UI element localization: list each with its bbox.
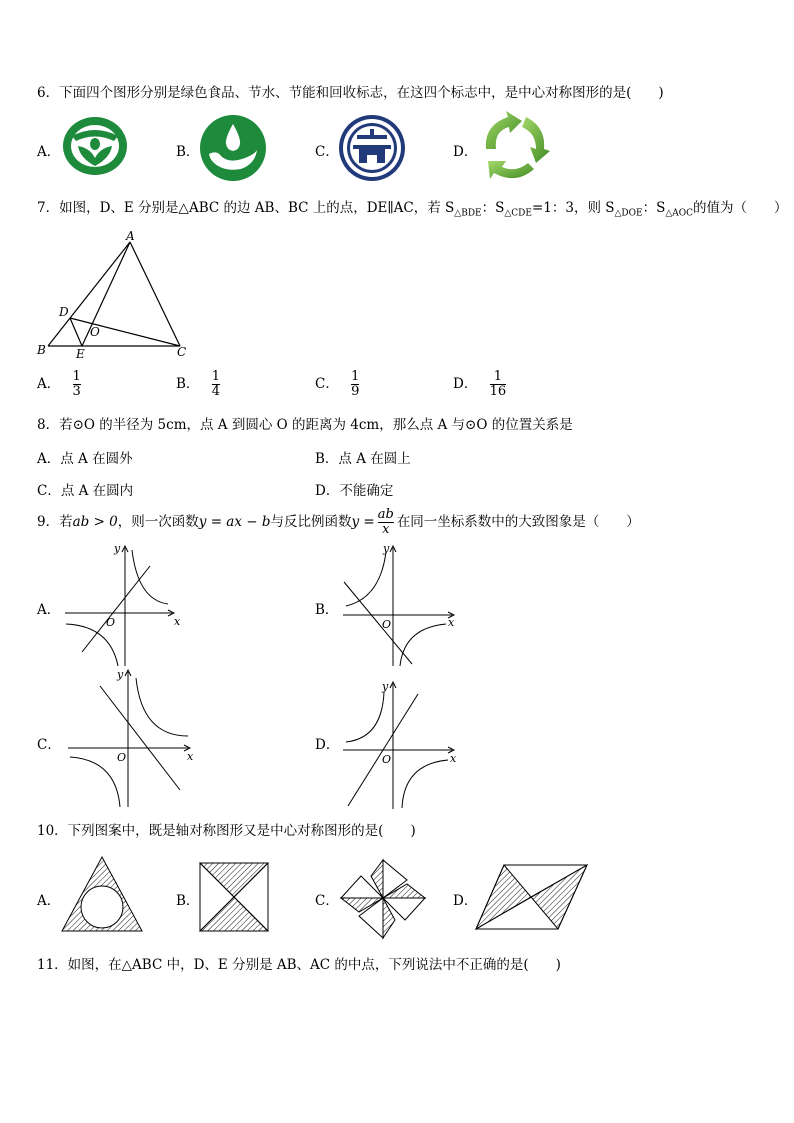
q7-b-den: 4 [211, 384, 220, 399]
q7-sub-doe: △DOE [614, 208, 643, 219]
origin-label: O [382, 618, 392, 631]
question-10-stem: 10．下列图案中，既是轴对称图形又是中心对称图形的是( ) [37, 823, 416, 839]
recycle-logo-icon [476, 109, 554, 185]
q9-option-d-label: D． [315, 737, 340, 753]
q7-option-a [37, 370, 81, 399]
q9-graph-c [60, 664, 200, 809]
q7-option-b [176, 370, 220, 399]
q7-sub-cde: △CDE [504, 208, 532, 219]
q9-linear-function: y = ax − b [198, 514, 271, 530]
question-6-stem: 6．下面四个图形分别是绿色食品、节水、节能和回收标志，在这四个标志中，是中心对称图形的是( ) [37, 85, 664, 101]
q7-text-b: 的值为（ ） [693, 200, 788, 216]
label-c: C [177, 345, 187, 359]
q7-text-a: 7．如图，D、E 分别是△ABC 的边 AB、BC 上的点，DE∥AC，若 S [37, 200, 455, 216]
q10-option-c-label: C． [315, 893, 339, 909]
q7-triangle-figure [32, 228, 197, 363]
q9-text-d: 在同一坐标系数中的大致图象是（ ） [396, 514, 640, 530]
q9-inverse-lhs: y = [351, 514, 375, 530]
q9-graph-b [338, 540, 463, 668]
origin-label: O [117, 751, 127, 764]
axis-x-label: x [450, 752, 457, 765]
q10-square-pattern [198, 861, 270, 933]
q7-option-a-label: A． [37, 376, 61, 392]
q8-option-c: C．点 A 在圆内 [37, 483, 134, 499]
q8-option-d: D．不能确定 [315, 483, 394, 499]
q7-c-num: 1 [351, 369, 360, 384]
axis-y-label: y [383, 542, 390, 555]
q7-option-c [315, 370, 359, 399]
q7-c-den: 9 [351, 384, 360, 399]
q10-parallelogram-pattern [474, 862, 590, 932]
q9-graph-a [60, 540, 185, 668]
label-o: O [90, 325, 100, 339]
q9-graph-d [338, 676, 463, 811]
q10-pinwheel-pattern [337, 854, 432, 942]
q9-inverse-num: ab [377, 507, 394, 522]
q6-option-a-label: A． [37, 144, 61, 160]
label-a: A [126, 229, 135, 243]
q9-option-a-label: A． [37, 602, 61, 618]
q9-inverse-den: x [382, 522, 390, 537]
origin-label: O [106, 616, 116, 629]
q7-option-b-label: B． [176, 376, 200, 392]
q9-text-a: 9．若 [37, 514, 73, 530]
question-8-stem: 8．若⊙O 的半径为 5cm，点 A 到圆心 O 的距离为 4cm，那么点 A 与⊙O 的位置关系是 [37, 417, 573, 433]
question-7-stem [37, 199, 788, 223]
origin-label: O [382, 753, 392, 766]
label-e: E [76, 347, 85, 361]
q10-option-a-label: A． [37, 893, 61, 909]
q7-a-den: 3 [72, 384, 81, 399]
axis-y-label: y [117, 668, 124, 681]
q7-text-mid3: ：S [642, 200, 666, 216]
q6-option-c-label: C． [315, 144, 339, 160]
water-saving-logo-icon [199, 114, 267, 182]
q7-d-num: 1 [493, 369, 503, 384]
segment-ac [130, 242, 180, 346]
q7-sub-aoc: △AOC [665, 208, 694, 219]
label-d: D [59, 305, 69, 319]
q8-option-a: A．点 A 在圆外 [37, 451, 133, 467]
q6-option-b-label: B． [176, 144, 200, 160]
axis-x-label: x [448, 616, 455, 629]
q7-d-den: 16 [489, 384, 507, 399]
q7-sub-bde: △BDE [454, 208, 482, 219]
q9-condition: ab > 0 [72, 514, 118, 530]
q9-text-c: 与反比例函数 [270, 514, 352, 530]
q10-option-d-label: D． [453, 893, 478, 909]
axis-x-label: x [187, 750, 194, 763]
axis-x-label: x [174, 615, 181, 628]
q7-b-num: 1 [211, 369, 220, 384]
q7-option-d [453, 370, 506, 399]
q9-option-c-label: C． [37, 737, 61, 753]
label-b: B [37, 343, 46, 357]
energy-saving-logo-icon [337, 113, 407, 183]
q10-option-b-label: B． [176, 893, 200, 909]
q7-text-mid1: ：S [481, 200, 505, 216]
q7-option-c-label: C． [315, 376, 339, 392]
question-9-stem [37, 506, 640, 538]
segment-de [70, 318, 82, 346]
segment-dc [70, 318, 180, 346]
q10-triangle-circle-pattern [60, 853, 145, 935]
q7-text-mid2: =1：3，则 S [531, 200, 615, 216]
q7-a-num: 1 [72, 369, 81, 384]
q9-text-b: ，则一次函数 [117, 514, 199, 530]
q8-option-b: B．点 A 在圆上 [315, 451, 411, 467]
q6-option-d-label: D． [453, 144, 478, 160]
q7-option-d-label: D． [453, 376, 478, 392]
q9-option-b-label: B． [315, 602, 339, 618]
axis-y-label: y [114, 542, 121, 555]
green-food-logo-icon [60, 114, 130, 178]
question-11-stem: 11．如图，在△ABC 中，D、E 分别是 AB、AC 的中点，下列说法中不正确的是( ) [37, 957, 561, 973]
axis-y-label: y [382, 680, 389, 693]
